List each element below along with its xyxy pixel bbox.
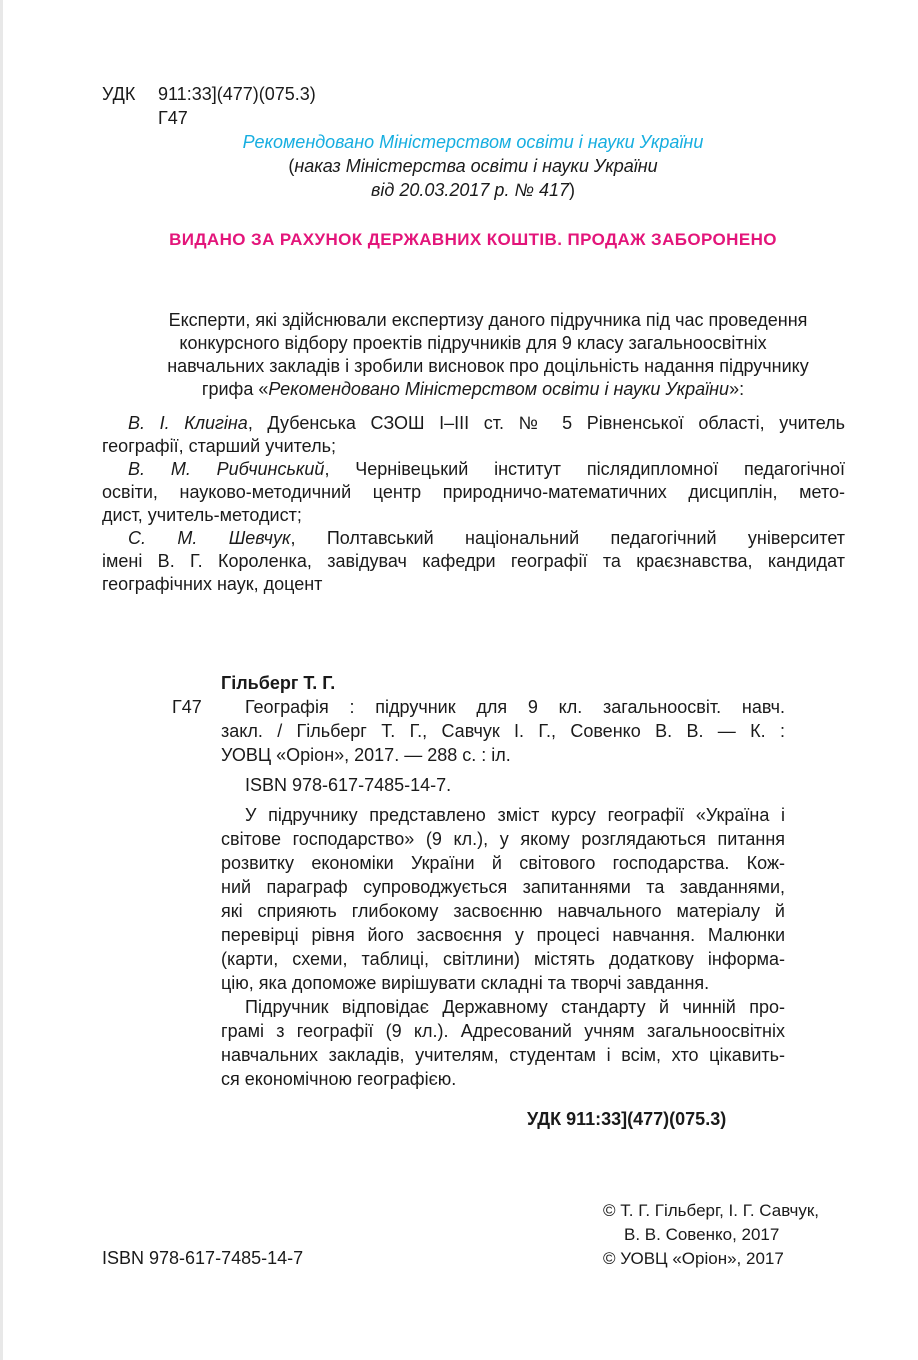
abstract1-line: У підручнику представлено зміст курсу географії «Україна і (245, 805, 785, 825)
catalog-line3: УОВЦ «Оріон», 2017. — 288 с. : іл. (221, 745, 511, 765)
expert-1-line1 (128, 413, 845, 434)
copyright-authors: © Т. Г. Гільберг, І. Г. Савчук, (603, 1201, 820, 1220)
expert-details: , Дубенська СЗОШ І–ІІІ ст. № 5 Рівненської області, учитель (247, 413, 846, 433)
abstract1-line: ний параграф супроводжується запитаннями та завданнями, (221, 877, 785, 897)
expert-1-line2: географії, старший учитель; (102, 436, 336, 456)
udk-label-text: УДК (102, 84, 136, 104)
abstract2-line: Підручник відповідає Державному стандарту й чинній про- (245, 997, 785, 1017)
experts-intro-line2: конкурсного відбору проектів підручників для 9 класу загальноосвітніх (179, 333, 767, 353)
abstract1-line: (карти, схеми, таблиці, світлини) містять додаткову інформа- (221, 949, 785, 969)
paren-close: ) (568, 180, 575, 200)
experts-intro-line1: Експерти, які здійснювали експертизу даного підручника під час проведення (168, 310, 808, 330)
expert-3-line3: географічних наук, доцент (102, 574, 323, 594)
free-distribution-banner: ВИДАНО ЗА РАХУНОК ДЕРЖАВНИХ КОШТІВ. ПРОДАЖ ЗАБОРОНЕНО (169, 230, 777, 249)
abstract1-line: перевірці рівня його засвоєння у процесі навчання. Малюнки (221, 925, 785, 945)
recommendation-order (0, 156, 918, 177)
expert-2-line1 (128, 459, 845, 480)
catalog-line1: Географія : підручник для 9 кл. загальноосвіт. навч. (245, 697, 785, 717)
abstract1-line: світове господарство» (9 кл.), у якому розглядаються питання (221, 829, 785, 849)
recommendation-line: Рекомендовано Міністерством освіти і науки України (242, 132, 704, 152)
catalog-line2: закл. / Гільберг Т. Г., Савчук І. Г., Совенко В. В. — К. : (221, 721, 785, 741)
abstract2-line: грамі з географії (9 кл.). Адресований учням загальноосвітніх (221, 1021, 785, 1041)
udk-bottom: УДК 911:33](477)(075.3) (527, 1109, 727, 1129)
copyright-authors-cont: В. В. Совенко, 2017 (624, 1225, 780, 1244)
experts-intro-line3: навчальних закладів і зробили висновок про доцільність надання підручнику (167, 356, 809, 376)
expert-3-line2: імені В. Г. Короленка, завідувач кафедри географії та краєзнавства, кандидат (102, 551, 845, 571)
expert-details: , Чернівецький інститут післядипломної педагогічної (324, 459, 845, 479)
udk-code: 911:33](477)(075.3) (158, 84, 316, 104)
catalog-author: Гільберг Т. Г. (221, 673, 336, 693)
quote-open: грифа « (201, 379, 269, 399)
experts-intro-line4 (0, 379, 918, 400)
abstract2-line: ся економічною географією. (221, 1069, 457, 1089)
paren-open: ( (288, 156, 295, 176)
page-edge (0, 0, 3, 1360)
copyright-publisher: © УОВЦ «Оріон», 2017 (603, 1249, 784, 1268)
expert-2-line2: освіти, науково-методичний центр природничо-математичних дисциплін, мето- (102, 482, 845, 502)
abstract1-line: які сприяють глибокому засвоєнню навчального матеріалу й (221, 901, 785, 921)
catalog-isbn: ISBN 978-617-7485-14-7. (245, 775, 452, 795)
expert-details: , Полтавський національний педагогічний університет (290, 528, 845, 548)
recommendation-date (0, 180, 918, 201)
order-date: від 20.03.2017 р. № 417 (371, 180, 569, 200)
gryf-text: Рекомендовано Міністерством освіти і науки України (268, 379, 730, 399)
expert-name: В. М. Рибчинський (128, 459, 325, 479)
udk-label (102, 84, 135, 105)
expert-3-line1 (128, 528, 845, 549)
footer-isbn: ISBN 978-617-7485-14-7 (102, 1248, 304, 1268)
expert-2-line3: дист, учитель-методист; (102, 505, 302, 525)
catalog-index: Г47 (172, 697, 202, 717)
abstract1-line: цію, яка допоможе вирішувати складні та творчі завдання. (221, 973, 710, 993)
udk-index: Г47 (158, 108, 188, 128)
expert-name: В. І. Клигіна (128, 413, 248, 433)
order-text: наказ Міністерства освіти і науки України (294, 156, 658, 176)
abstract1-line: розвитку економіки України й світового господарства. Кож- (221, 853, 785, 873)
abstract2-line: навчальних закладів, учителям, студентам і всім, хто цікавить- (221, 1045, 785, 1065)
quote-close: »: (729, 379, 745, 399)
expert-name: С. М. Шевчук (128, 528, 291, 548)
